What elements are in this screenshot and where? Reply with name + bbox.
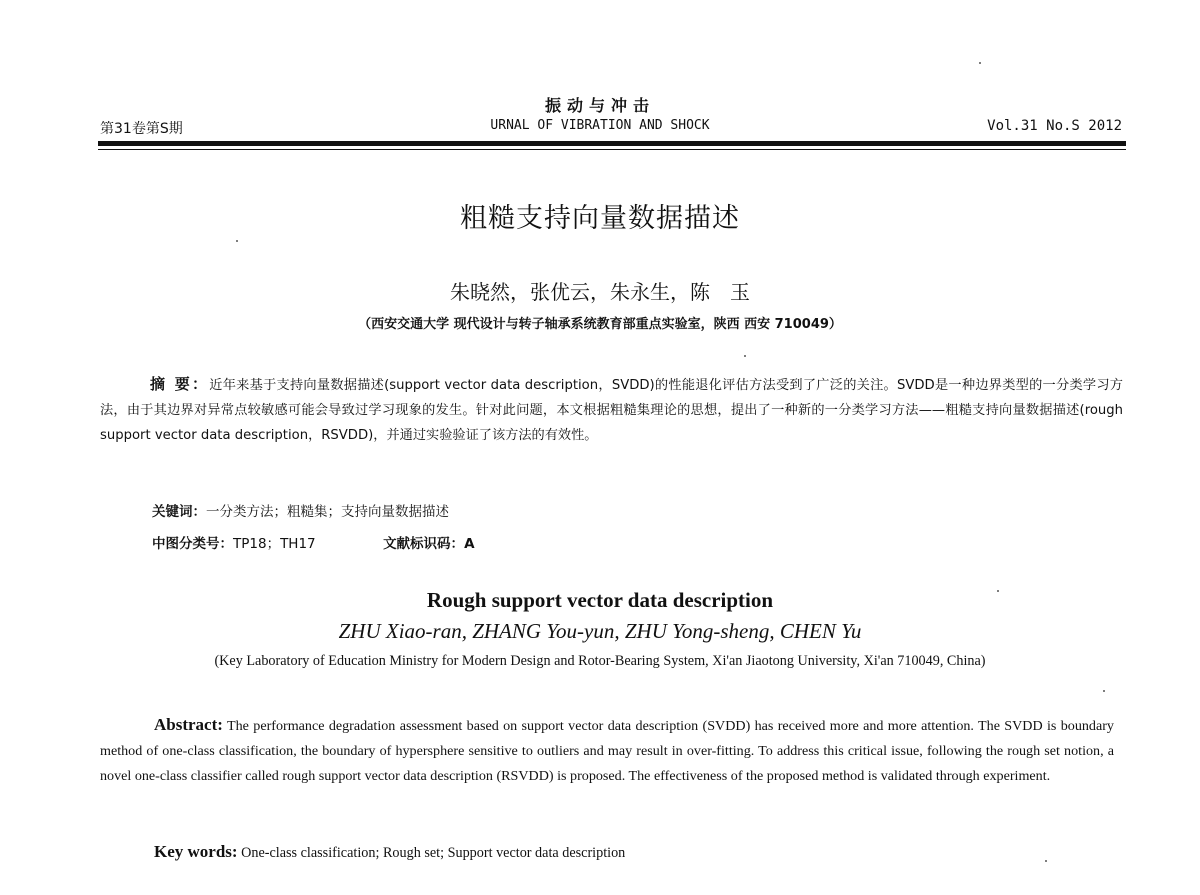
scan-speck [997, 590, 999, 592]
doc-code-label: 文献标识码： [383, 536, 465, 552]
classification-cn-value: TP18；TH17 [233, 536, 316, 552]
scan-speck [1103, 690, 1105, 692]
scan-speck [979, 62, 981, 64]
volume-label: Vol.31 No.S 2012 [987, 118, 1122, 134]
keywords-en [154, 842, 625, 862]
keywords-cn-label: 关键词： [152, 504, 206, 520]
header-rule-thin [98, 149, 1126, 150]
authors-cn: 朱晓然，张优云，朱永生，陈 玉 [450, 280, 750, 304]
doc-code-value: A [464, 536, 475, 552]
keywords-en-text: One-class classification; Rough set; Support vector data description [241, 845, 626, 861]
scan-speck [1045, 860, 1047, 862]
abstract-cn-text: 近年来基于支持向量数据描述(support vector data description，SVDD)的性能退化评估方法受到了广泛的关注。SVDD是一种边界类型的一分类学习方法，由于其边界对异常点较敏感可能会导致过学习现象的发生。针对此问题，本文根据粗糙集理论的思想，提出了一种新的一分类学习方法——粗糙支持向量数据描述(rough support vector data description，RSVDD)，并通过实验验证了该方法的有效性。 [100, 378, 1123, 443]
abstract-en [100, 712, 1114, 789]
paper-title-en: Rough support vector data description [426, 588, 774, 612]
journal-title-cn: 振动与冲击 [544, 96, 655, 115]
abstract-en-text: The performance degradation assessment based on support vector data description (SVDD) has received more and more attention. The SVDD is boundary method of one-class classification, the boundary of hypersphere sensitive to outliers and may result in over-fitting. To address this critical issue, following the rough set notion, a novel one-class classifier called rough support vector data description (RSVDD) is proposed. The effectiveness of the proposed method is validated through experiment. [100, 718, 1114, 784]
scan-speck [236, 240, 238, 242]
journal-title-en: URNAL OF VIBRATION AND SHOCK [490, 118, 710, 133]
keywords-cn-text: 一分类方法；粗糙集；支持向量数据描述 [206, 504, 449, 520]
authors-en: ZHU Xiao-ran, ZHANG You-yun, ZHU Yong-sheng, CHEN Yu [338, 619, 862, 643]
header-rule-thick [98, 141, 1126, 146]
abstract-en-label: Abstract: [154, 715, 223, 734]
classification-cn-label: 中图分类号： [152, 536, 233, 552]
keywords-en-label: Key words: [154, 842, 238, 861]
abstract-cn [100, 372, 1123, 448]
keywords-cn [152, 500, 449, 520]
affiliation-cn: （西安交通大学 现代设计与转子轴承系统教育部重点实验室，陕西 西安 710049） [358, 317, 842, 332]
scan-speck [744, 355, 746, 357]
paper-title-cn: 粗糙支持向量数据描述 [460, 203, 740, 234]
abstract-cn-label: 摘 要： [150, 375, 210, 393]
affiliation-en: (Key Laboratory of Education Ministry for Modern Design and Rotor-Bearing System, Xi'an Jiaotong University, Xi'an 710049, China) [214, 653, 986, 669]
classification-cn [152, 532, 475, 552]
issue-label-cn: 第31卷第S期 [100, 121, 183, 137]
